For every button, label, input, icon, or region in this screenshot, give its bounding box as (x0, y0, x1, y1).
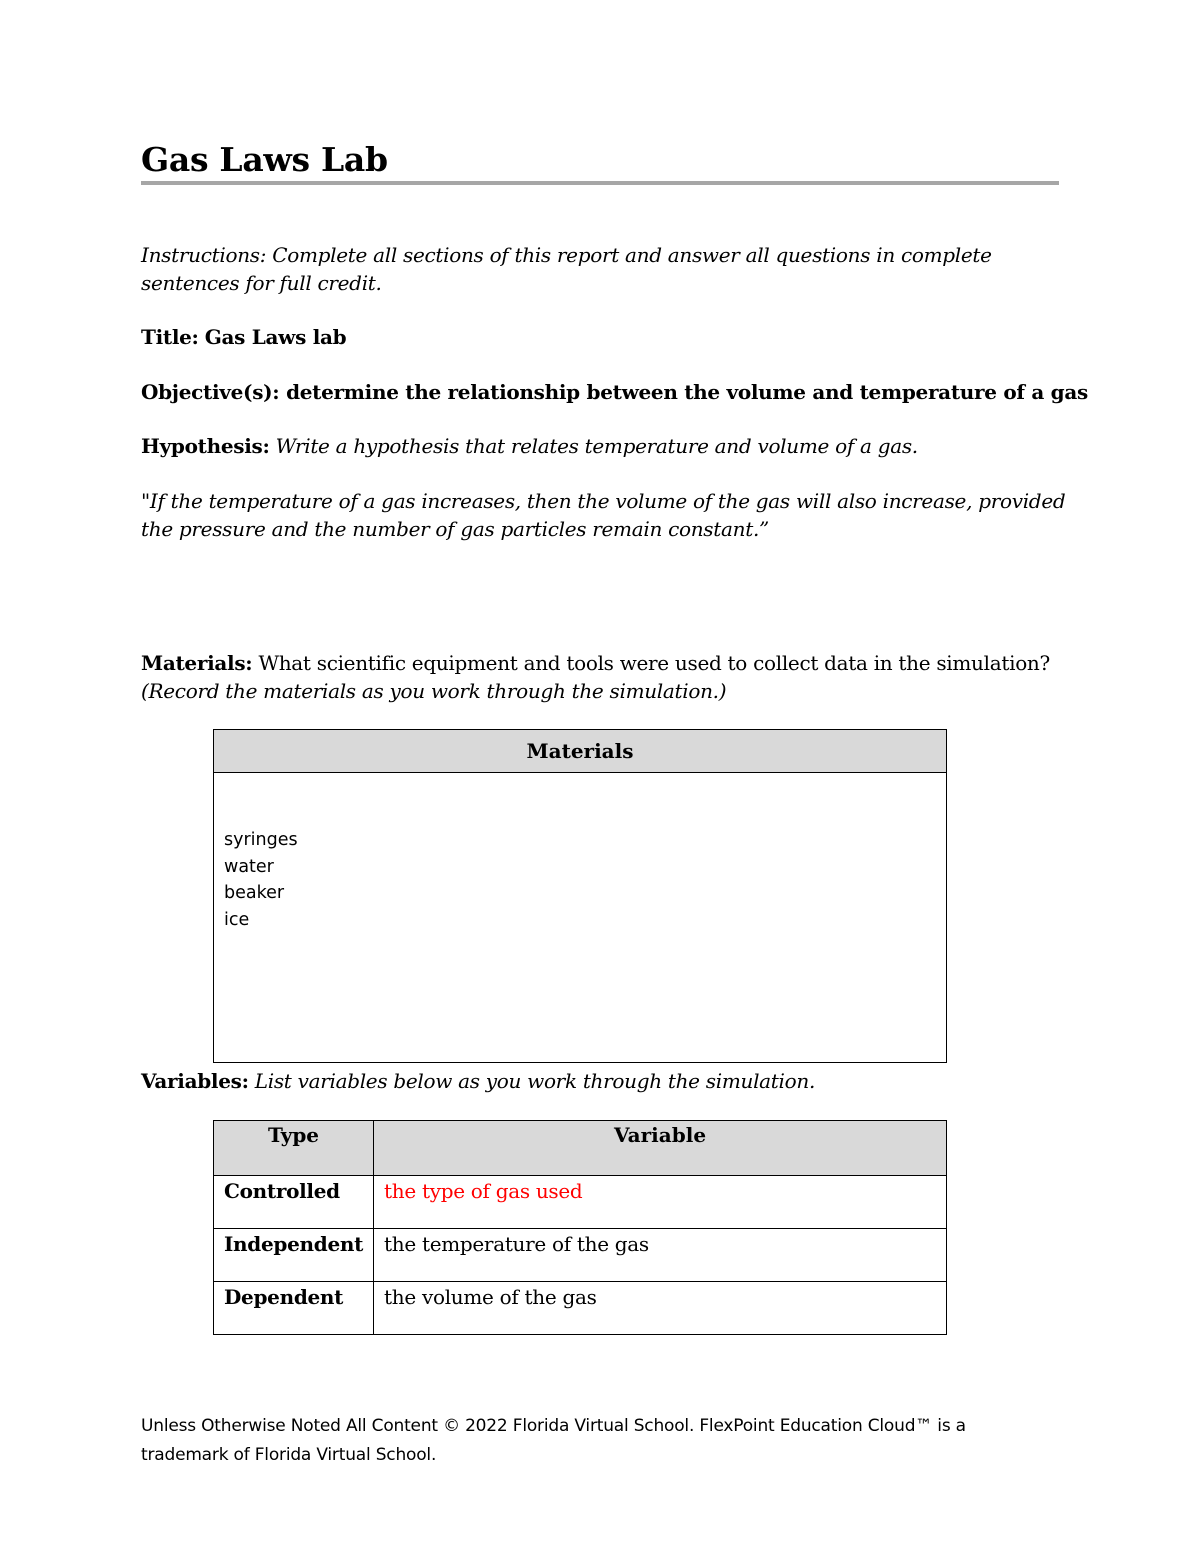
hypothesis-prompt: Write a hypothesis that relates temperature and volume of a gas. (275, 434, 918, 458)
materials-list-cell (214, 773, 947, 1063)
hypothesis-line (141, 432, 918, 460)
hypothesis-answer: "If the temperature of a gas increases, then the volume of the gas will also increase, provided the pressure and the number of gas particles remain constant.” (141, 489, 1066, 541)
variable-column-header: Variable (374, 1121, 947, 1176)
materials-table (213, 729, 947, 1063)
variable-value-cell: the type of gas used (374, 1176, 947, 1229)
variable-type-cell: Dependent (214, 1282, 374, 1335)
hypothesis-label: Hypothesis: (141, 434, 270, 458)
materials-item: water (224, 856, 274, 877)
variables-prompt: List variables below as you work through the simulation. (254, 1069, 816, 1093)
document-title: Gas Laws Lab (141, 140, 388, 179)
variable-value-cell: the temperature of the gas (374, 1229, 947, 1282)
table-row (214, 1282, 947, 1335)
variables-line (141, 1067, 815, 1095)
title-label: Title: (141, 325, 199, 349)
objective-label: Objective(s): (141, 380, 280, 404)
title-rule (141, 181, 1059, 185)
materials-prompt: What scientific equipment and tools were used to collect data in the simulation? (258, 651, 1050, 675)
variables-label: Variables: (141, 1069, 249, 1093)
materials-note: (Record the materials as you work through the simulation.) (141, 679, 727, 703)
title-line (141, 323, 346, 351)
instructions: Instructions: Complete all sections of this report and answer all questions in complete sentences for full credit. (141, 243, 992, 295)
objective-line (141, 378, 1091, 406)
materials-header: Materials (214, 730, 947, 773)
variable-type-cell: Independent (214, 1229, 374, 1282)
table-row (214, 1176, 947, 1229)
materials-item: ice (224, 909, 250, 930)
materials-item: beaker (224, 883, 285, 903)
objective-value: determine the relationship between the volume and temperature of a gas (286, 380, 1088, 404)
variables-table (213, 1120, 947, 1335)
table-row (214, 1229, 947, 1282)
variables-header-row (214, 1121, 947, 1176)
type-column-header: Type (214, 1121, 374, 1176)
materials-line (141, 649, 1071, 705)
materials-body-row (214, 773, 947, 1063)
footer-copyright: Unless Otherwise Noted All Content © 2022 Florida Virtual School. FlexPoint Education Cloud™ is a trademark of Florida Virtual School. (141, 1416, 966, 1465)
variable-type-cell: Controlled (214, 1176, 374, 1229)
materials-header-row (214, 730, 947, 773)
materials-item: syringes (224, 830, 298, 850)
materials-label: Materials: (141, 651, 253, 675)
title-value: Gas Laws lab (204, 325, 347, 349)
variable-value-cell: the volume of the gas (374, 1282, 947, 1335)
